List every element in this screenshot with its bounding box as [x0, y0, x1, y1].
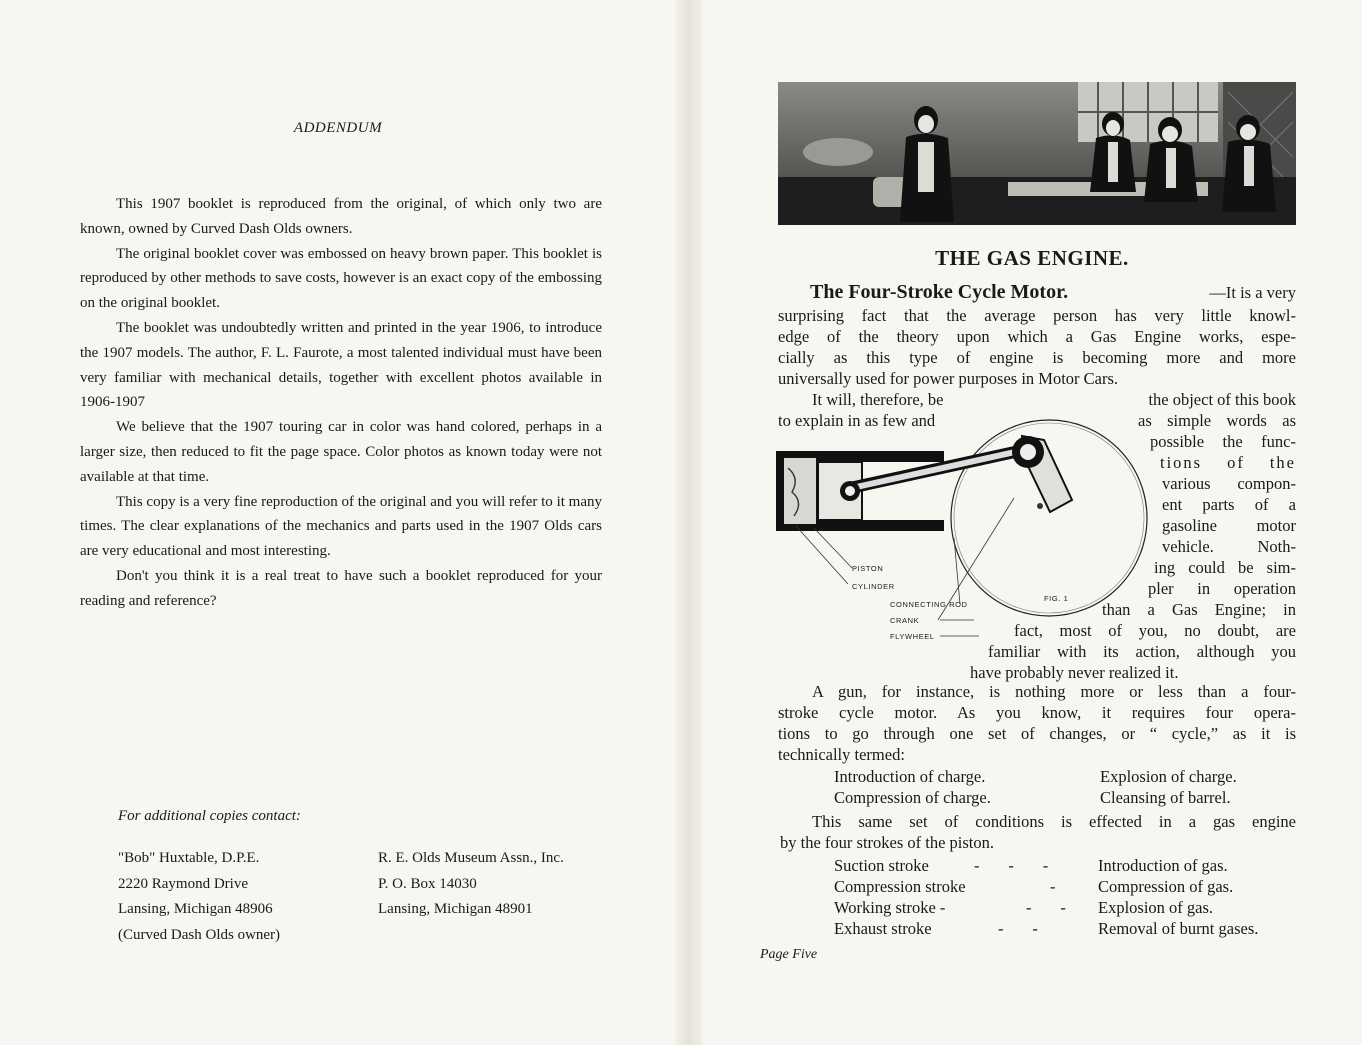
- addendum-heading: ADDENDUM: [293, 120, 383, 136]
- section-title: THE GAS ENGINE.: [935, 246, 1129, 270]
- wrap-line: tions of the: [1160, 453, 1296, 472]
- label-piston: PISTON: [852, 564, 884, 573]
- wrap-line: various compon-: [1162, 474, 1296, 493]
- left-page: [0, 0, 676, 1045]
- wrap-line: possible the func-: [1150, 432, 1296, 451]
- stroke-name: Exhaust stroke: [834, 919, 932, 938]
- label-connecting-rod: CONNECTING ROD: [890, 600, 968, 609]
- wrap-line: familiar with its action, although you: [988, 642, 1296, 661]
- wrap-line: ent parts of a: [1162, 495, 1296, 514]
- intro-line: —It is a very: [1209, 283, 1296, 302]
- address-line: Lansing, Michigan 48906: [118, 901, 273, 917]
- intro-line: surprising fact that the average person has very little knowl-: [778, 306, 1296, 325]
- stroke-dashes: - -: [1026, 898, 1066, 917]
- body-line: A gun, for instance, is nothing more or less than a four-: [812, 682, 1296, 701]
- stroke-effect: Removal of burnt gases.: [1098, 919, 1259, 938]
- stroke-name: Working stroke -: [834, 898, 946, 917]
- body-line: stroke cycle motor. As you know, it requires four opera-: [778, 703, 1296, 722]
- wrap-line: It will, therefore, be: [812, 390, 944, 409]
- wrap-line: fact, most of you, no doubt, are: [1014, 621, 1296, 640]
- workshop-photo-illustration: [778, 82, 1296, 225]
- subhead-line: [810, 282, 1296, 303]
- cycle-item: Explosion of charge.: [1100, 767, 1237, 786]
- wrap-line: than a Gas Engine; in: [1102, 600, 1296, 619]
- stroke-dashes: - -: [998, 919, 1038, 938]
- figure-caption: FIG. 1: [1044, 594, 1069, 603]
- intro-line: universally used for power purposes in Motor Cars.: [778, 369, 1119, 388]
- paragraph: The original booklet cover was embossed on heavy brown paper. This booklet is reproduced by other methods to save costs, however is an exact copy of the embossing on the original booklet.: [80, 245, 602, 312]
- label-crank: CRANK: [890, 616, 920, 625]
- wrap-line: gasoline motor: [1162, 516, 1296, 535]
- paragraph: Don't you think it is a real treat to have such a booklet reproduced for your reading and reference?: [80, 567, 602, 609]
- book-gutter: [676, 0, 702, 1045]
- cycle-item: Introduction of charge.: [834, 767, 986, 786]
- stroke-effect: Compression of gas.: [1098, 877, 1234, 896]
- wrap-line: have probably never realized it.: [970, 663, 1179, 682]
- body-line: by the four strokes of the piston.: [780, 833, 995, 852]
- address-line: R. E. Olds Museum Assn., Inc.: [378, 850, 564, 866]
- address-line: Lansing, Michigan 48901: [378, 901, 533, 917]
- address-line: "Bob" Huxtable, D.P.E.: [118, 850, 260, 866]
- stroke-dashes: - - -: [974, 856, 1049, 875]
- address-line: P. O. Box 14030: [378, 875, 477, 892]
- engine-diagram-drawing: [774, 388, 1154, 648]
- stroke-name: Compression stroke: [834, 877, 966, 896]
- body-line: technically termed:: [778, 745, 905, 764]
- body-line: tions to go through one set of changes, or “ cycle,” as it is: [778, 724, 1296, 743]
- stroke-effect: Explosion of gas.: [1098, 898, 1214, 917]
- paragraph: The booklet was undoubtedly written and printed in the year 1906, to introduce the 1907 models. The author, F. L. Faurote, a most talented individual must have been very familiar with mechanical details, together with excellent photos available in 1906-1907: [80, 319, 602, 411]
- stroke-name: Suction stroke: [834, 856, 929, 875]
- label-flywheel: FLYWHEEL: [890, 632, 935, 641]
- wrap-line: the object of this book: [1148, 390, 1296, 409]
- address-line: (Curved Dash Olds owner): [118, 926, 281, 943]
- stroke-effect: Introduction of gas.: [1098, 856, 1228, 875]
- cycle-item: Cleansing of barrel.: [1100, 788, 1231, 807]
- wrap-line: to explain in as few and: [778, 411, 936, 430]
- engine-diagram: [774, 388, 1154, 648]
- contact-heading: For additional copies contact:: [118, 808, 301, 824]
- wrap-line: ing could be sim-: [1154, 558, 1296, 577]
- workshop-photo: [778, 82, 1296, 225]
- contact-address-museum: [378, 846, 564, 923]
- paragraph: This copy is a very fine reproduction of the original and you will refer to it many times. The clear explanations of the mechanics and parts used in the 1907 Olds cars are very educational and most interesting.: [80, 493, 602, 560]
- subhead: The Four-Stroke Cycle Motor.: [810, 281, 1069, 303]
- right-page: [702, 0, 1362, 1045]
- intro-line: edge of the theory upon which a Gas Engine works, espe-: [778, 327, 1296, 346]
- cycle-item: Compression of charge.: [834, 788, 991, 807]
- contact-address-huxtable: [118, 846, 280, 948]
- stroke-dashes: -: [1050, 877, 1056, 896]
- page-number: Page Five: [760, 947, 818, 962]
- paragraph: This 1907 booklet is reproduced from the original, of which only two are known, owned by Curved Dash Olds owners.: [80, 196, 602, 237]
- label-cylinder: CYLINDER: [852, 582, 895, 591]
- intro-line: cially as this type of engine is becoming more and more: [778, 348, 1296, 367]
- addendum-body: [80, 192, 602, 614]
- address-line: 2220 Raymond Drive: [118, 875, 248, 892]
- body-line: This same set of conditions is effected in a gas engine: [812, 812, 1296, 831]
- wrap-line: as simple words as: [1138, 411, 1296, 430]
- wrap-line: vehicle. Noth-: [1162, 537, 1296, 556]
- paragraph: We believe that the 1907 touring car in color was hand colored, perhaps in a larger size, then reduced to fit the page space. Color photos as known today were not available at that time.: [80, 419, 602, 485]
- wrap-line: pler in operation: [1148, 579, 1296, 598]
